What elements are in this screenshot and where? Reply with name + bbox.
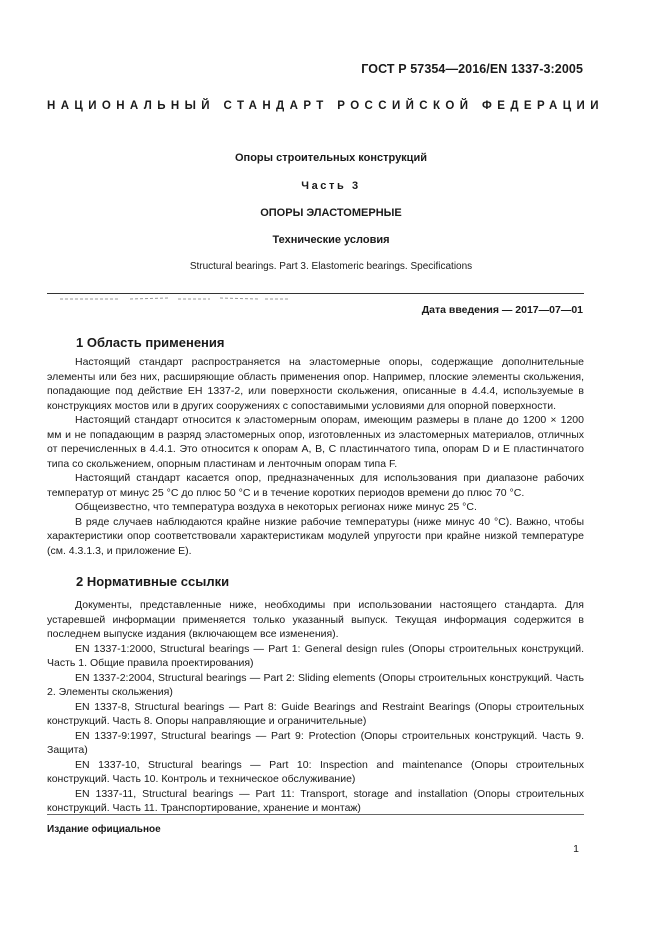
page-number: 1	[573, 843, 579, 855]
english-title: Structural bearings. Part 3. Elastomeric bearings. Specifications	[189, 261, 473, 272]
document-code: ГОСТ Р 57354—2016/EN 1337-3:2005	[361, 62, 583, 76]
reference-item: EN 1337-9:1997, Structural bearings — Part 9: Protection (Опоры строительных конструкций. Часть 9. Защита)	[47, 729, 584, 756]
paragraph: Общеизвестно, что температура воздуха в некоторых регионах ниже минус 25 °С.	[75, 501, 477, 513]
section-1-body	[47, 355, 584, 558]
section-2-body	[47, 598, 584, 816]
national-standard-banner: НАЦИОНАЛЬНЫЙ СТАНДАРТ РОССИЙСКОЙ ФЕДЕРАЦИИ	[47, 100, 604, 112]
paragraph: В ряде случаев наблюдаются крайне низкие рабочие температуры (ниже минус 40 °С). Важно, чтобы характеристики опор соответствовали характеристикам модулей упругости при крайне низкой температуре (см. 4.3.1.3, и приложение Е).	[47, 515, 584, 557]
standard-subtitle: ОПОРЫ ЭЛАСТОМЕРНЫЕ	[260, 207, 402, 219]
paragraph: Настоящий стандарт относится к эластомерным опорам, имеющим размеры в плане до 1200 × 1200 мм и не попадающим в разряд эластомерных опор, изготовленных из эластомерных материалов, отличных от перечисленных в 4.4.1. Это относится к опорам А, В, С пластинчатого типа, опорам D и E пластинчатого типа со скольжением, опорным пластинам и ленточным опорам типа F.	[47, 414, 584, 470]
paragraph: Документы, представленные ниже, необходимы при использовании настоящего стандарта. Для устаревшей информации применяется только указанный выпуск. Текущая информация содержится в последнем выпуске издания (включающем все изменения).	[47, 599, 584, 640]
section-1-heading: 1 Область применения	[76, 335, 225, 350]
standard-part: Часть 3	[301, 180, 361, 192]
paragraph: Настоящий стандарт распространяется на эластомерные опоры, содержащие дополнительные элементы или без них, расширяющие область применения опор. Например, плоские элементы скольжения, попадающие под действие ЕН 1337-2, или поверхности скольжения, описанные в 4.4.4, используемые в конструкциях мостов или в других сооружениях с сопоставимыми условиями для опорной поверхности.	[47, 356, 584, 412]
standard-title: Опоры строительных конструкций	[235, 152, 427, 164]
reference-item: EN 1337-2:2004, Structural bearings — Part 2: Sliding elements (Опоры строительных конструкций. Часть 2. Элементы скольжения)	[47, 671, 584, 698]
introduction-date: Дата введения — 2017—07—01	[421, 304, 583, 316]
standard-spec-type: Технические условия	[272, 234, 390, 246]
reference-item: EN 1337-1:2000, Structural bearings — Part 1: General design rules (Опоры строительных конструкций. Часть 1. Общие правила проектирования)	[47, 642, 584, 669]
footer-divider	[47, 814, 584, 815]
section-2-heading: 2 Нормативные ссылки	[76, 574, 230, 589]
scan-artifact	[60, 296, 290, 302]
header-divider	[47, 293, 584, 294]
paragraph: Настоящий стандарт касается опор, предназначенных для использования при диапазоне рабочих температур от минус 25 °С до плюс 50 °С и в течение коротких периодов времени до плюс 70 °С.	[47, 472, 584, 499]
reference-item: EN 1337-8, Structural bearings — Part 8: Guide Bearings and Restraint Bearings (Опоры строительных конструкций. Часть 8. Опоры направляющие и ограничительные)	[47, 700, 584, 727]
reference-item: EN 1337-11, Structural bearings — Part 11: Transport, storage and installation (Опоры строительных конструкций. Часть 11. Транспортирование, хранение и монтаж)	[47, 787, 584, 814]
reference-item: EN 1337-10, Structural bearings — Part 10: Inspection and maintenance (Опоры строительных конструкций. Часть 10. Контроль и техническое обслуживание)	[47, 758, 584, 785]
edition-label: Издание официальное	[47, 824, 161, 835]
